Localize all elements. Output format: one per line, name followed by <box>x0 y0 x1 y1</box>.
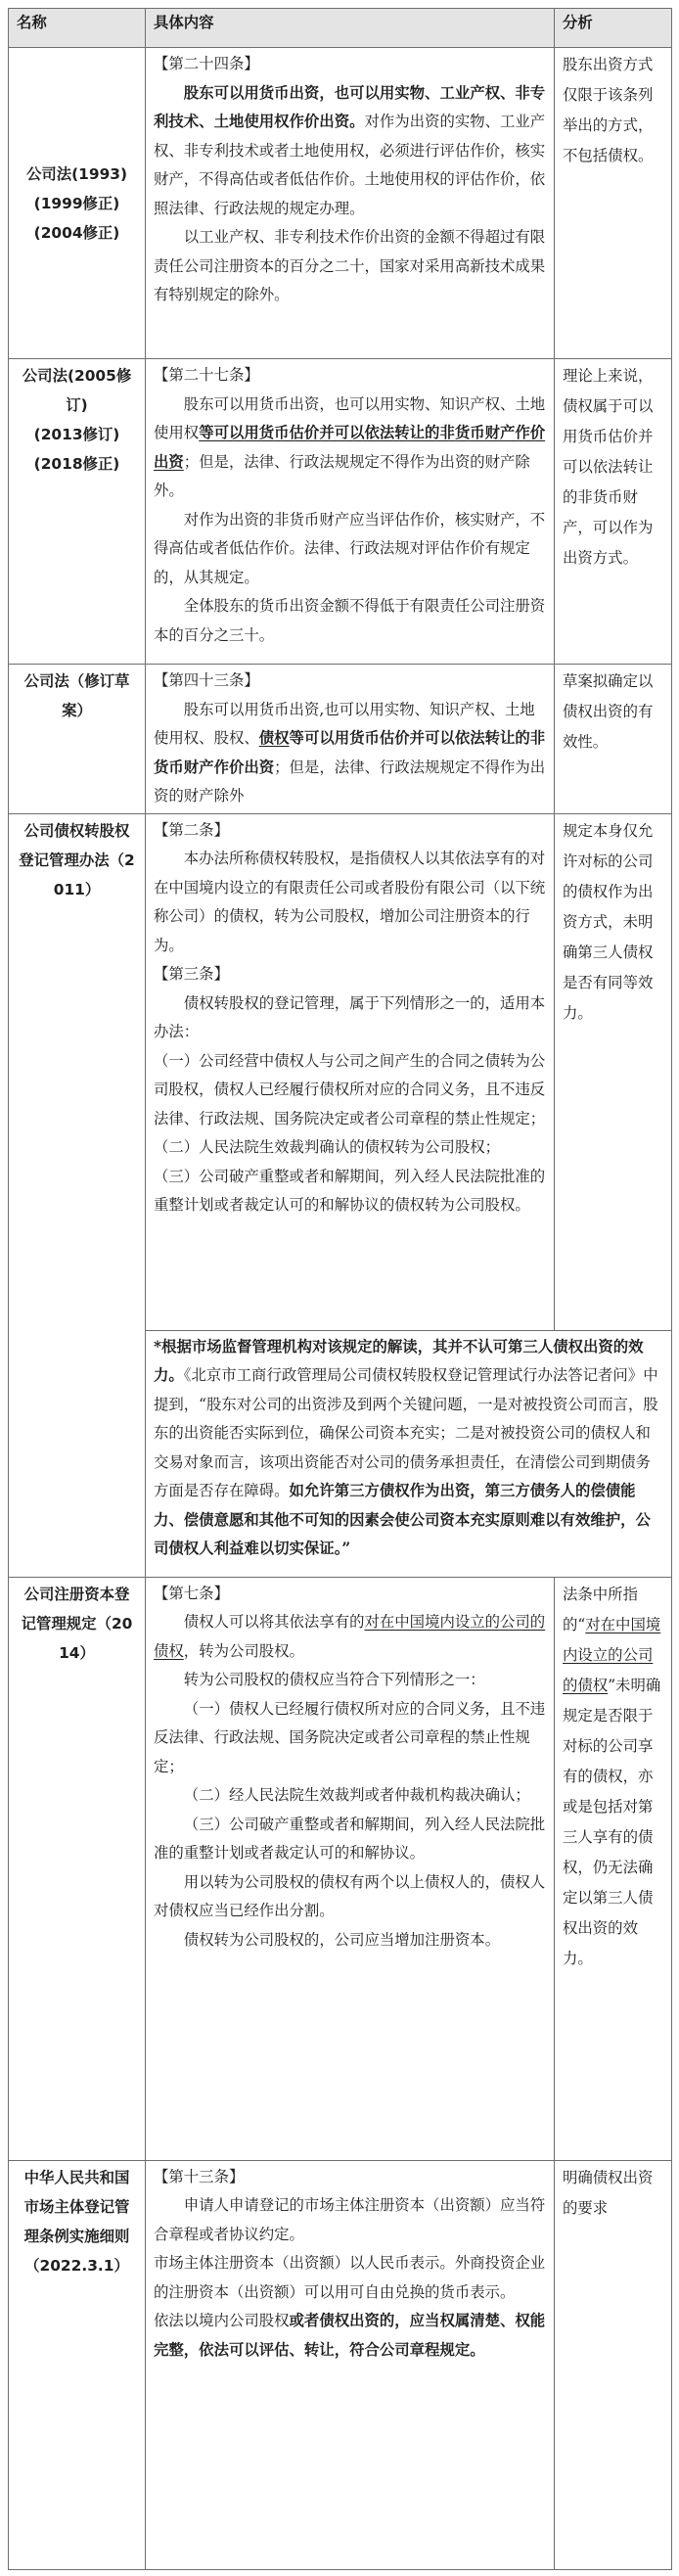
paragraph <box>154 1868 546 1926</box>
text-run: ；但是，法律、行政法规规定不得作为出资的财产除外 <box>154 758 546 805</box>
list-item: （三）公司破产重整或者和解期间，列入经人民法院批准的重整计划或者裁定认可的和解协议的债权转为公司股权。 <box>154 1167 546 1214</box>
analysis-cell: 股东出资方式仅限于该条列举出的方式，不包括债权。 <box>555 48 672 359</box>
analysis-cell: 理论上来说，债权属于可以用货币估价并可以依法转让的非货币财产，可以作为出资方式。 <box>555 359 672 665</box>
article-number: 【第十三条】 <box>154 2167 245 2185</box>
note-paragraph <box>154 1333 663 1564</box>
paragraph <box>154 845 546 960</box>
law-name-line: 公司法(2005修订) <box>22 367 132 414</box>
article-number: 【第三条】 <box>154 965 229 983</box>
law-name-line: (1999修正) <box>33 194 120 212</box>
law-name-line: 公司法(1993) <box>25 164 128 183</box>
paragraph <box>154 2249 546 2307</box>
content-cell <box>146 2160 555 2569</box>
text-run: （一）债权人已经履行债权所对应的合同义务，且不违反法律、行政法规、国务院决定或者公司章程的禁止性规定； <box>154 1699 546 1775</box>
table-row <box>9 665 672 814</box>
paragraph <box>154 1926 546 1955</box>
text-run: （三）公司破产重整或者和解期间，列入经人民法院批准的重整计划或者裁定认可的和解协议。 <box>154 1815 546 1862</box>
text-run: 用以转为公司股权的债权有两个以上债权人的，债权人对债权应当已经作出分割。 <box>154 1872 546 1919</box>
paragraph <box>154 1811 546 1868</box>
list-item: （一）公司经营中债权人与公司之间产生的合同之债转为公司股权，债权人已经履行债权所对应的合同义务，且不违反法律、行政法规、国务院决定或者公司章程的禁止性规定； <box>154 1051 546 1127</box>
law-name-cell <box>9 665 146 814</box>
paragraph <box>154 2307 546 2365</box>
law-name-cell <box>9 359 146 665</box>
paragraph <box>154 989 546 1047</box>
content-cell <box>146 813 555 1330</box>
header-content: 具体内容 <box>146 9 555 48</box>
content-cell <box>146 1577 555 2160</box>
analysis-cell: 明确债权出资的要求 <box>555 2160 672 2569</box>
article-number: 【第七条】 <box>154 1584 229 1602</box>
note-cell <box>146 1330 672 1577</box>
text-run: 债权人可以将其依法享有的 <box>183 1613 365 1631</box>
law-name-line: (2004修正) <box>33 223 120 242</box>
text-run: 法条中所指的“ <box>563 1585 638 1633</box>
law-name-line: 公司注册资本登记管理规定（2014） <box>21 1585 133 1662</box>
article-number: 【第二十七条】 <box>154 366 259 384</box>
paragraph <box>154 1781 546 1811</box>
list-item: （二）人民法院生效裁判确认的债权转为公司股权； <box>154 1138 500 1156</box>
article-number: 【第四十三条】 <box>154 671 259 689</box>
table-row <box>9 359 672 665</box>
content-cell <box>146 359 555 665</box>
table-row <box>9 2160 672 2569</box>
text-run: 申请人申请登记的市场主体注册资本（出资额）应当符合章程或者协议约定。 <box>154 2196 546 2243</box>
text-run: 对作为出资的非货币财产应当评估作价，核实财产，不得高估或者低估作价。法律、行政法规对评估作价有规定的，从其规定。 <box>154 510 546 586</box>
text-run: 本办法所称债权转股权，是指债权人以其依法享有的对在中国境内设立的有限责任公司或者股份有限公司（以下统称公司）的债权，转为公司股权，增加公司注册资本的行为。 <box>154 850 546 954</box>
text-run: 市场主体注册资本（出资额）以人民币表示。外商投资企业的注册资本（出资额）可以用可自由兑换的货币表示。 <box>154 2254 546 2301</box>
text-run: 股东可以用货币出资，也可以用实物、知识产权、土地使用权 <box>154 394 546 441</box>
text-run-bold: 或者债权出资的，应当权属清楚、权能完整，依法可以评估、转让，符合公司章程规定。 <box>154 2312 546 2359</box>
text-run: ”未明确规定是否限于对标的公司享有的债权，亦或是包括对第三人享有的债权，仍无法确定以第三人债权出资的效力。 <box>563 1676 661 1967</box>
table-row <box>9 48 672 359</box>
paragraph <box>154 2191 546 2249</box>
text-run: 股东可以用货币出资，也可以用实物、工业产权、非专利技术、土地使用权作价出资。 <box>154 83 546 130</box>
text-run: （二）经人民法院生效裁判或者仲裁机构裁决确认； <box>183 1786 530 1804</box>
text-run-emphasis: 债权 <box>258 729 290 747</box>
law-name-cell <box>9 813 146 1577</box>
text-run: 《北京市工商行政管理局公司债权转股权登记管理试行办法答记者问》中提到，“股东对公司的出资涉及到两个关键问题，一是对被投资公司而言，股东的出资能否实际到位，确保公司资本充实；二是对被投资公司的债权人和交易对象而言，该项出资能否对公司的债务承担责任，在清偿公司到期债务方面是否存在障碍。 <box>154 1366 658 1499</box>
analysis-cell: 草案拟确定以债权出资的有效性。 <box>555 665 672 814</box>
law-name-line: （2022.3.1） <box>24 2256 129 2275</box>
paragraph <box>154 1695 546 1782</box>
table-row <box>9 1577 672 2160</box>
text-run: 全体股东的货币出资金额不得低于有限责任公司注册资本的百分之三十。 <box>154 597 546 644</box>
content-cell <box>146 665 555 814</box>
text-run: 债权转股权的登记管理，属于下列情形之一的，适用本办法： <box>154 993 546 1040</box>
header-analysis: 分析 <box>555 9 672 48</box>
paragraph <box>154 1608 546 1666</box>
law-name-cell <box>9 1577 146 2160</box>
article-number: 【第二条】 <box>154 820 229 839</box>
table-header-row <box>9 9 672 48</box>
text-run-bold: 等可以用货币估价并可以依法转让的非货币财产作价出资 <box>154 729 546 776</box>
law-name-line: 中华人民共和国市场主体登记管理条例实施细则 <box>23 2168 130 2245</box>
text-run-bold: *根据市场监督管理机构对该规定的解读，其并不认可第三人债权出资的效力。 <box>154 1337 644 1384</box>
text-run: 对作为出资的实物、工业产权、非专利技术或者土地使用权，必须进行评估作价，核实财产，不得高估或者低估作价。土地使用权的评估作价，依照法律、行政法规的规定办理。 <box>154 113 546 217</box>
text-run-emphasis: 等可以用货币估价并可以依法转让的非货币财产作价出资 <box>154 424 546 471</box>
text-run-underline: 对在中国境内设立的公司的债权 <box>154 1613 546 1660</box>
text-run: ，转为公司股权。 <box>183 1641 304 1660</box>
text-run: ” <box>341 1540 351 1557</box>
header-name: 名称 <box>9 9 146 48</box>
text-run-bold: 如允许第三方债权作为出资，第三方债务人的偿债能力、偿债意愿和其他不可知的因素会使公司资本充实原则难以有效维护，公司债权人利益难以切实保证。 <box>154 1482 651 1557</box>
text-run: ；但是，法律、行政法规规定不得作为出资的财产除外。 <box>154 452 530 499</box>
law-name-line: 公司法（修订草案） <box>23 672 130 719</box>
text-run: 转为公司股权的债权应当符合下列情形之一： <box>183 1671 485 1688</box>
law-comparison-table <box>8 8 672 2570</box>
text-run: 股东可以用货币出资,也可以用实物、知识产权、土地使用权、股权、 <box>154 700 535 747</box>
table-row <box>9 813 672 1330</box>
analysis-cell: 规定本身仅允许对标的公司的债权作为出资方式，未明确第三人债权是否有同等效力。 <box>555 813 672 1330</box>
paragraph <box>154 1666 546 1695</box>
content-cell <box>146 48 555 359</box>
text-run: 以工业产权、非专利技术作价出资的金额不得超过有限责任公司注册资本的百分之二十，国家对采用高新技术成果有特别规定的除外。 <box>154 228 546 303</box>
law-name-cell <box>9 48 146 359</box>
paragraph <box>154 391 546 506</box>
paragraph <box>154 79 546 224</box>
law-name-cell <box>9 2160 146 2569</box>
text-run: 债权转为公司股权的，公司应当增加注册资本。 <box>183 1930 501 1949</box>
article-number: 【第二十四条】 <box>154 55 259 72</box>
analysis-cell <box>555 1577 672 2160</box>
paragraph <box>154 696 546 811</box>
law-name-line: (2018修正) <box>33 455 120 473</box>
text-run: 依法以境内公司股权 <box>154 2312 290 2329</box>
text-run-underline: 对在中国境内设立的公司的债权 <box>563 1615 661 1694</box>
paragraph <box>154 223 546 310</box>
paragraph <box>154 506 546 593</box>
law-name-line: 公司债权转股权登记管理办法（2011） <box>19 821 135 898</box>
law-name-line: (2013修订) <box>33 426 120 443</box>
paragraph <box>154 592 546 650</box>
